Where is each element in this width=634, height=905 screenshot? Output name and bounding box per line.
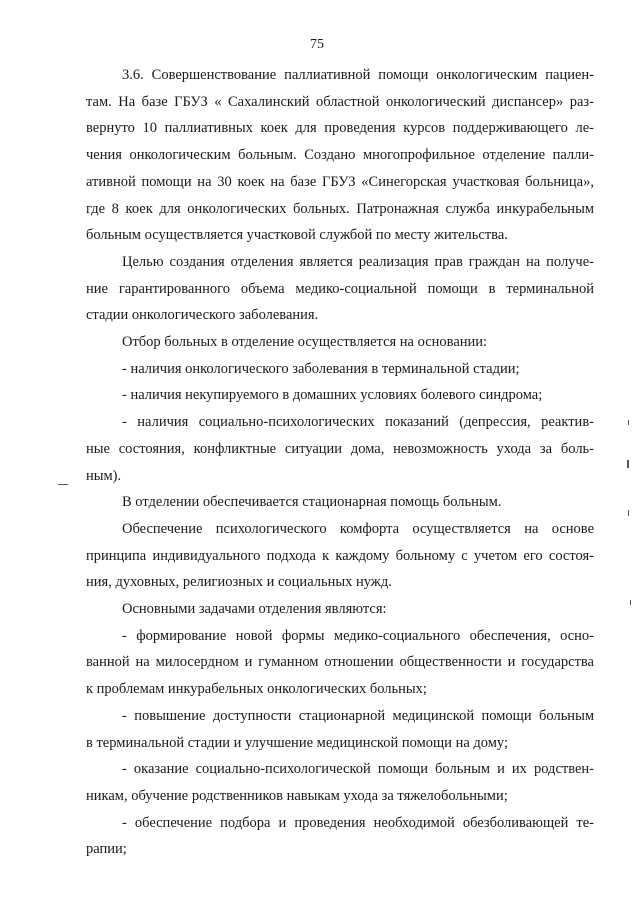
text-line: - оказание социально-психологической помощи больным и их родствен- xyxy=(122,761,594,778)
paragraph xyxy=(86,62,594,249)
text-line: - обеспечение подбора и проведения необходимой обезболивающей те- xyxy=(122,814,594,831)
text-line: Обеспечение психологического комфорта осуществляется на основе xyxy=(122,520,594,537)
text-line: ния, духовных, религиозных и социальных нужд. xyxy=(86,574,392,591)
text-line: стадии онкологического заболевания. xyxy=(86,307,319,324)
paragraph xyxy=(86,623,594,703)
text-line: в терминальной стадии и улучшение медицинской помощи на дому; xyxy=(86,734,509,751)
text-line: - наличия некупируемого в домашних условиях болевого синдрома; xyxy=(122,387,543,404)
text-line: к проблемам инкурабельных онкологических больных; xyxy=(86,681,427,698)
text-line: В отделении обеспечивается стационарная помощь больным. xyxy=(122,494,502,511)
text-line: - повышение доступности стационарной медицинской помощи больным xyxy=(122,707,594,724)
paragraph xyxy=(86,329,594,356)
paragraph xyxy=(86,409,594,489)
scan-mark xyxy=(628,510,629,516)
text-line: Отбор больных в отделение осуществляется на основании: xyxy=(122,334,488,351)
text-line: ние гарантированного объема медико-социальной помощи в терминальной xyxy=(86,280,594,297)
text-line: ванной на милосердном и гуманном отношении общественности и государства xyxy=(86,654,594,671)
scan-mark xyxy=(627,460,629,468)
text-line: вернуто 10 паллиативных коек для проведения курсов поддерживающего ле- xyxy=(86,120,594,137)
text-line: ным). xyxy=(86,467,122,484)
paragraph xyxy=(86,489,594,516)
text-line: - наличия онкологического заболевания в терминальной стадии; xyxy=(122,360,520,377)
scan-mark xyxy=(630,600,631,605)
paragraph xyxy=(86,356,594,383)
page-number: 75 xyxy=(310,37,324,52)
text-line: рапии; xyxy=(86,841,127,858)
paragraph xyxy=(86,596,594,623)
text-line: - формирование новой формы медико-социального обеспечения, осно- xyxy=(122,627,594,644)
text-line: принципа индивидуального подхода к каждому больному с учетом его состоя- xyxy=(86,547,594,564)
text-line: 3.6. Совершенствование паллиативной помощи онкологическим пациен- xyxy=(122,67,594,83)
text-line: никам, обучение родственников навыкам ухода за тяжелобольными; xyxy=(86,787,508,804)
document-body xyxy=(86,62,594,863)
paragraph xyxy=(86,756,594,809)
text-line: ные состояния, конфликтные ситуации дома, невозможность ухода за боль- xyxy=(86,440,594,457)
paragraph xyxy=(86,516,594,596)
text-line: больным осуществляется участковой службой по месту жительства. xyxy=(86,227,508,244)
text-line: чения онкологическим больным. Создано многопрофильное отделение палли- xyxy=(86,147,594,164)
paragraph xyxy=(86,382,594,409)
text-line: Целью создания отделения является реализация прав граждан на получе- xyxy=(122,253,594,270)
text-line: Основными задачами отделения являются: xyxy=(122,601,387,618)
text-line: ативной помощи на 30 коек на базе ГБУЗ «Синегорская участковая больница», xyxy=(86,173,594,190)
scan-mark xyxy=(58,484,68,485)
text-line: - наличия социально-психологических показаний (депрессия, реактив- xyxy=(122,414,594,431)
paragraph xyxy=(86,249,594,329)
text-line: там. На базе ГБУЗ « Сахалинский областной онкологический диспансер» раз- xyxy=(86,93,594,110)
text-line: где 8 коек для онкологических больных. Патронажная служба инкурабельным xyxy=(86,200,594,217)
paragraph xyxy=(86,703,594,756)
paragraph xyxy=(86,810,594,863)
scan-mark xyxy=(628,420,629,425)
